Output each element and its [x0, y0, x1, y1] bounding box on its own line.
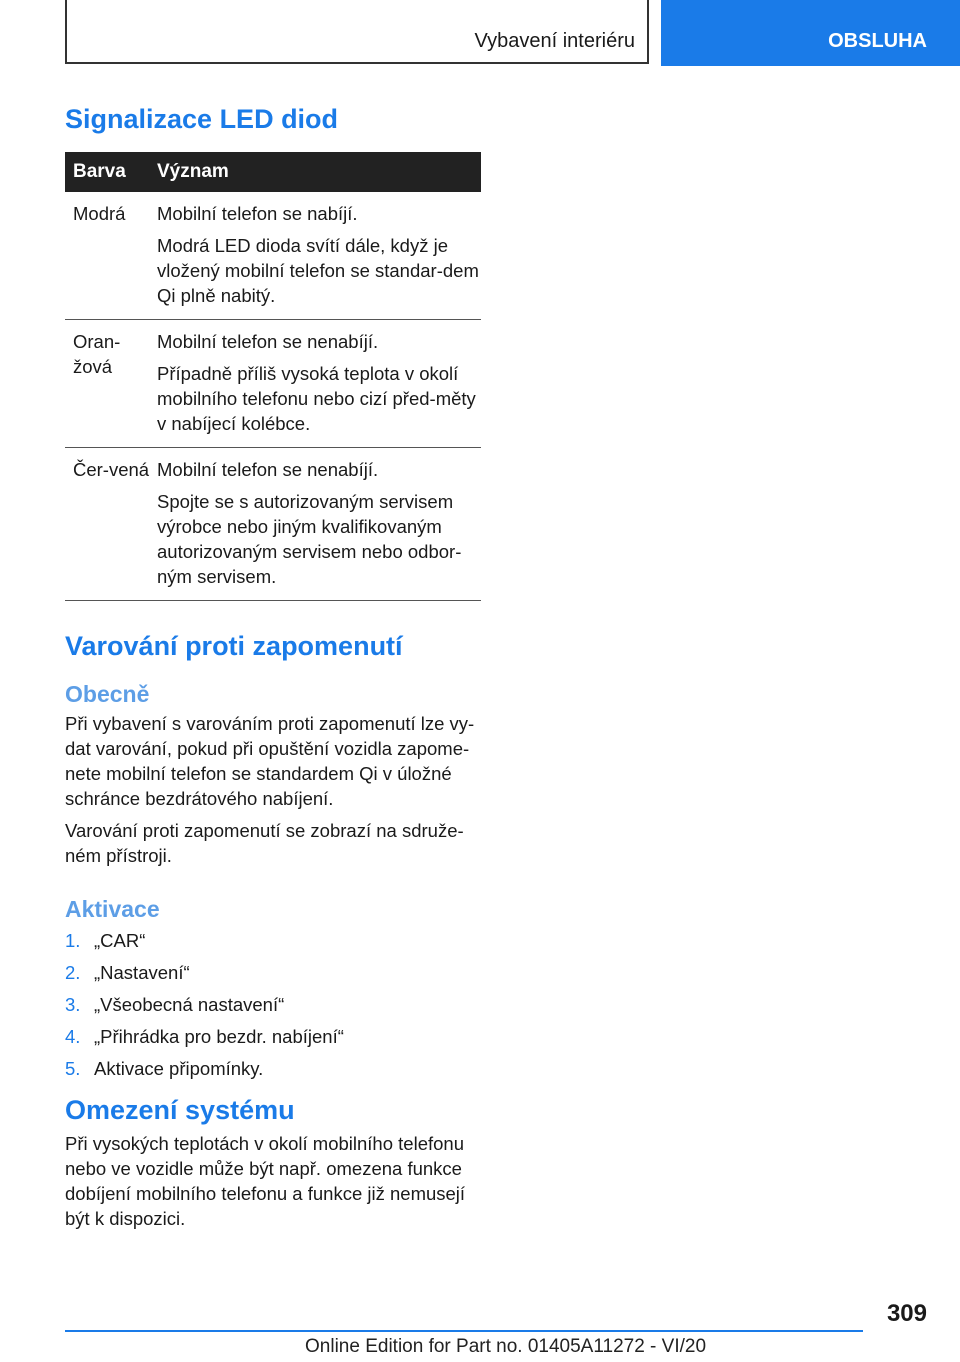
- cell-color: Modrá: [73, 203, 126, 224]
- activation-heading: Aktivace: [65, 896, 160, 922]
- meaning-line: Mobilní telefon se nabíjí.: [157, 203, 358, 224]
- list-item: [65, 992, 481, 1017]
- cell-color: Oran-žová: [73, 331, 121, 377]
- edition-footer: Online Edition for Part no. 01405A11272 - VI/20: [305, 1336, 707, 1357]
- led-table: [65, 152, 481, 601]
- step-text: „Nastavení“: [94, 962, 190, 983]
- meaning-line: Mobilní telefon se nenabíjí.: [157, 331, 379, 352]
- step-number: 1.: [65, 930, 81, 951]
- cell-color: Čer-vená: [73, 459, 150, 480]
- list-item: [65, 1056, 481, 1081]
- meaning-line: Modrá LED dioda svítí dále, když je vložený mobilní telefon se standar-dem Qi plně nabitý.: [157, 235, 479, 306]
- step-number: 5.: [65, 1058, 81, 1079]
- step-number: 2.: [65, 962, 81, 983]
- step-number: 4.: [65, 1026, 81, 1047]
- step-text: „Všeobecná nastavení“: [94, 994, 285, 1015]
- table-row: [65, 192, 481, 320]
- cell-meaning: [157, 448, 481, 601]
- cell-meaning: [157, 192, 481, 320]
- page-number: 309: [886, 1300, 927, 1327]
- activation-steps: [65, 928, 481, 1081]
- meaning-line: Spojte se s autorizovaným servisem výrobce nebo jiným kvalifikovaným autorizovaným servisem nebo odbor-ným servisem.: [157, 491, 462, 587]
- column-header-color: Barva: [73, 161, 126, 182]
- cell-meaning: [157, 320, 481, 448]
- step-text: „CAR“: [94, 930, 146, 951]
- list-item: [65, 1024, 481, 1049]
- chapter-tab[interactable]: [661, 0, 960, 66]
- header-section-box: [65, 0, 649, 64]
- warning-heading: Varování proti zapomenutí: [65, 631, 403, 661]
- list-item: [65, 960, 481, 985]
- footer-divider: [65, 1330, 863, 1332]
- table-header-row: [65, 152, 481, 192]
- meaning-line: Mobilní telefon se nenabíjí.: [157, 459, 379, 480]
- general-heading: Obecně: [65, 681, 150, 707]
- limits-heading: Omezení systému: [65, 1095, 295, 1125]
- chapter-tab-label: OBSLUHA: [828, 30, 927, 52]
- general-paragraph-2: Varování proti zapomenutí se zobrazí na sdruže-ném přístroji.: [65, 820, 464, 866]
- page-content: [65, 98, 481, 1231]
- step-text: „Přihrádka pro bezdr. nabíjení“: [94, 1026, 344, 1047]
- list-item: [65, 928, 481, 953]
- step-number: 3.: [65, 994, 81, 1015]
- section-title: Vybavení interiéru: [474, 30, 635, 52]
- step-text: Aktivace připomínky.: [94, 1058, 264, 1079]
- general-paragraph-1: Při vybavení s varováním proti zapomenutí lze vy-dat varování, pokud při opuštění vozidla zapome-nete mobilní telefon se standardem Qi v úložné schránce bezdrátového nabíjení.: [65, 713, 475, 809]
- limits-paragraph: Při vysokých teplotách v okolí mobilního telefonu nebo ve vozidle může být např. omezena funkce dobíjení mobilního telefonu a funkce již nemusejí být k dispozici.: [65, 1133, 466, 1229]
- table-row: [65, 320, 481, 448]
- column-header-meaning: Význam: [157, 161, 229, 182]
- led-heading: Signalizace LED diod: [65, 104, 339, 134]
- table-row: [65, 448, 481, 601]
- meaning-line: Případně příliš vysoká teplota v okolí mobilního telefonu nebo cizí před-měty v nabíjecí kolébce.: [157, 363, 476, 434]
